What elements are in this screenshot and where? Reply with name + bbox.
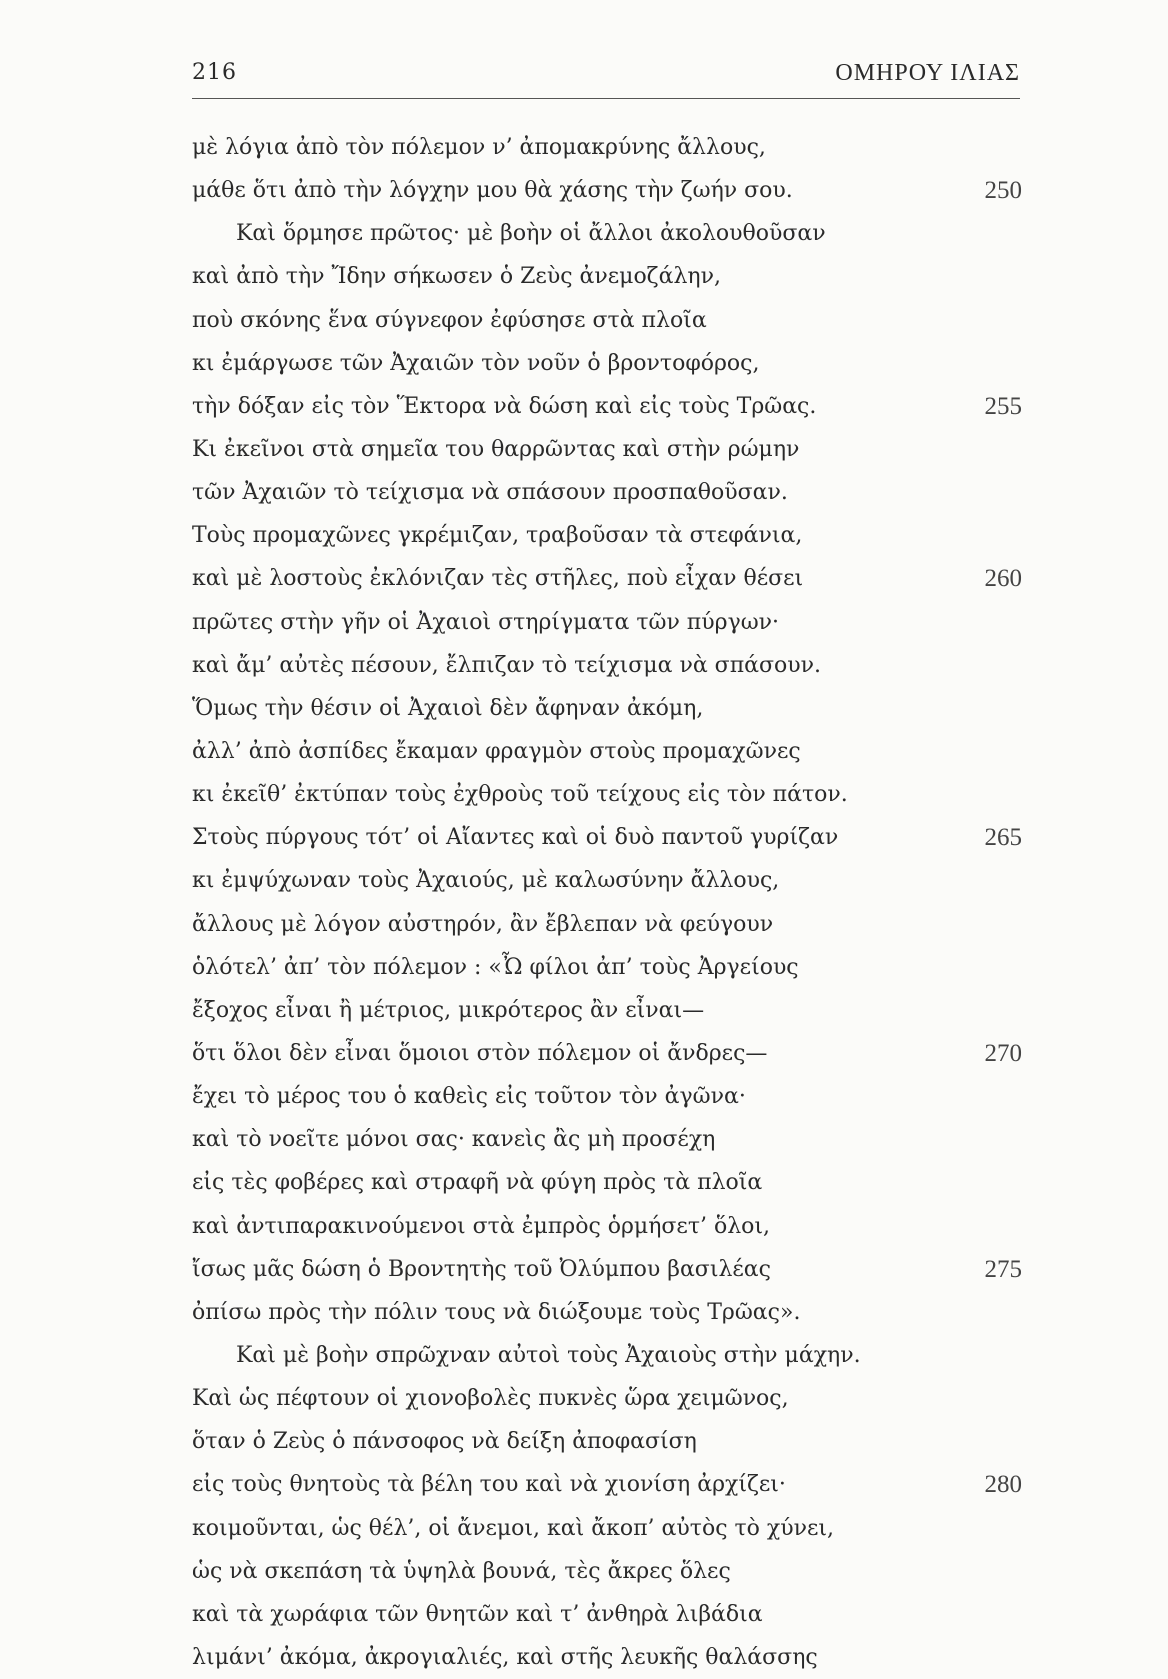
verse-line [192,385,1022,428]
verse-line [192,126,1022,169]
verse-line [192,1463,1022,1506]
verse-list [192,126,1022,1679]
verse-line [192,1636,1022,1679]
verse-number: 265 [984,824,1022,852]
verse-line [192,1550,1022,1593]
verse-text: Καὶ μὲ βοὴν σπρῶχναν αὐτοὶ τοὺς Ἀχαιοὺς στὴν μάχην. [236,1342,861,1368]
verse-line [192,1593,1022,1636]
verse-number: 275 [984,1255,1022,1283]
verse-line [192,1205,1022,1248]
verse-text: ἄλλους μὲ λόγον αὐστηρόν, ἂν ἔβλεπαν νὰ φεύγουν [192,911,774,937]
verse-text: κι ἐμάργωσε τῶν Ἀχαιῶν τὸν νοῦν ὁ βροντοφόρος, [192,350,760,376]
verse-line [192,212,1022,255]
verse-text: μάθε ὅτι ἀπὸ τὴν λόγχην μου θὰ χάσης τὴν ζωήν σου. [192,178,793,204]
verse-line [192,773,1022,816]
verse-number: 280 [984,1471,1022,1499]
verse-text: καὶ τὸ νοεῖτε μόνοι σας· κανεὶς ἂς μὴ προσέχη [192,1127,716,1153]
verse-text: ὡς νὰ σκεπάση τὰ ὑψηλὰ βουνά, τὲς ἄκρες ὅλες [192,1558,731,1584]
verse-line [192,514,1022,557]
verse-text: καὶ τὰ χωράφια τῶν θνητῶν καὶ τ’ ἀνθηρὰ λιβάδια [192,1601,763,1627]
verse-text: ἔξοχος εἶναι ἢ μέτριος, μικρότερος ἂν εἶναι— [192,997,705,1023]
verse-text: καὶ μὲ λοστοὺς ἐκλόνιζαν τὲς στῆλες, ποὺ εἶχαν θέσει [192,566,804,592]
verse-text: μὲ λόγια ἀπὸ τὸν πόλεμον ν’ ἀπομακρύνης ἄλλους, [192,135,766,160]
verse-text: λιμάνι’ ἀκόμα, ἀκρογιαλιές, καὶ στῆς λευκῆς θαλάσσης [192,1644,818,1670]
verse-line [192,1291,1022,1334]
verse-text: ὁλότελ’ ἀπ’ τὸν πόλεμον : «Ὦ φίλοι ἀπ’ τοὺς Ἀργείους [192,954,799,980]
verse-line [192,903,1022,946]
verse-text: ἴσως μᾶς δώση ὁ Βροντητὴς τοῦ Ὀλύμπου βασιλέας [192,1256,771,1282]
verse-text: ὅτι ὅλοι δὲν εἶναι ὅμοιοι στὸν πόλεμον οἱ ἄνδρες— [192,1040,768,1066]
verse-text: καὶ ἀπὸ τὴν Ἴδην σήκωσεν ὁ Ζεὺς ἀνεμοζάλην, [192,264,721,290]
verse-text: Καὶ ὡς πέφτουν οἱ χιονοβολὲς πυκνὲς ὥρα χειμῶνος, [192,1386,789,1412]
verse-line [192,1420,1022,1463]
verse-line [192,687,1022,730]
verse-line [192,859,1022,902]
verse-text: κι ἐκεῖθ’ ἐκτύπαν τοὺς ἐχθροὺς τοῦ τείχους εἰς τὸν πάτον. [192,782,848,808]
verse-line [192,428,1022,471]
verse-line [192,342,1022,385]
verse-text: ὀπίσω πρὸς τὴν πόλιν τους νὰ διώξουμε τοὺς Τρῶας». [192,1299,801,1325]
verse-text: Καὶ ὅρμησε πρῶτος· μὲ βοὴν οἱ ἄλλοι ἀκολουθοῦσαν [236,221,826,247]
running-title: ΟΜΗΡΟΥ ΙΛΙΑΣ [835,60,1020,86]
verse-text: πρῶτες στὴν γῆν οἱ Ἀχαιοὶ στηρίγματα τῶν πύργων· [192,609,780,635]
page-number: 216 [192,60,237,85]
verse-line [192,730,1022,773]
verse-line [192,1161,1022,1204]
verse-text: ἔχει τὸ μέρος του ὁ καθεὶς εἰς τοῦτον τὸν ἀγῶνα· [192,1084,746,1110]
verse-text: ἀλλ’ ἀπὸ ἀσπίδες ἔκαμαν φραγμὸν στοὺς προμαχῶνες [192,738,801,764]
verse-line [192,601,1022,644]
verse-line [192,1248,1022,1291]
verse-line [192,299,1022,342]
verse-text: ποὺ σκόνης ἕνα σύγνεφον ἐφύσησε στὰ πλοῖα [192,307,707,333]
verse-line [192,644,1022,687]
verse-text: εἰς τὲς φοβέρες καὶ στραφῆ νὰ φύγη πρὸς τὰ πλοῖα [192,1170,763,1196]
verse-text: Ὅμως τὴν θέσιν οἱ Ἀχαιοὶ δὲν ἄφηναν ἀκόμη, [192,695,704,721]
header-rule [192,98,1020,99]
verse-line [192,1075,1022,1118]
verse-text: Στοὺς πύργους τότ’ οἱ Αἴαντες καὶ οἱ δυὸ παντοῦ γυρίζαν [192,825,839,851]
verse-text: κι ἐμψύχωναν τοὺς Ἀχαιούς, μὲ καλωσύνην ἄλλους, [192,868,780,894]
verse-line [192,816,1022,859]
verse-number: 250 [984,177,1022,205]
verse-text: Τοὺς προμαχῶνες γκρέμιζαν, τραβοῦσαν τὰ στεφάνια, [192,523,803,549]
verse-line [192,946,1022,989]
verse-text: τῶν Ἀχαιῶν τὸ τείχισμα νὰ σπάσουν προσπαθοῦσαν. [192,480,788,506]
verse-text: Κι ἐκεῖνοι στὰ σημεῖα του θαρρῶντας καὶ στὴν ρώμην [192,436,800,462]
verse-line [192,169,1022,212]
verse-text: εἰς τοὺς θνητοὺς τὰ βέλη του καὶ νὰ χιονίση ἀρχίζει· [192,1472,786,1498]
verse-number: 270 [984,1039,1022,1067]
page-header [192,60,1020,100]
verse-text: καὶ ἀντιπαρακινούμενοι στὰ ἐμπρὸς ὁρμήσετ’ ὅλοι, [192,1213,771,1239]
verse-text: τὴν δόξαν εἰς τὸν Ἕκτορα νὰ δώση καὶ εἰς τοὺς Τρῶας. [192,393,817,419]
verse-line [192,1507,1022,1550]
verse-line [192,471,1022,514]
verse-line [192,557,1022,600]
verse-line [192,989,1022,1032]
verse-line [192,255,1022,298]
verse-line [192,1118,1022,1161]
verse-text: καὶ ἄμ’ αὐτὲς πέσουν, ἔλπιζαν τὸ τείχισμα νὰ σπάσουν. [192,652,822,678]
verse-number: 260 [984,565,1022,593]
verse-text: κοιμοῦνται, ὡς θέλ’, οἱ ἄνεμοι, καὶ ἄκοπ’ αὐτὸς τὸ χύνει, [192,1515,835,1541]
verse-line [192,1334,1022,1377]
verse-line [192,1377,1022,1420]
verse-number: 255 [984,392,1022,420]
verse-line [192,1032,1022,1075]
verse-text: ὅταν ὁ Ζεὺς ὁ πάνσοφος νὰ δείξη ἀποφασίση [192,1429,697,1455]
